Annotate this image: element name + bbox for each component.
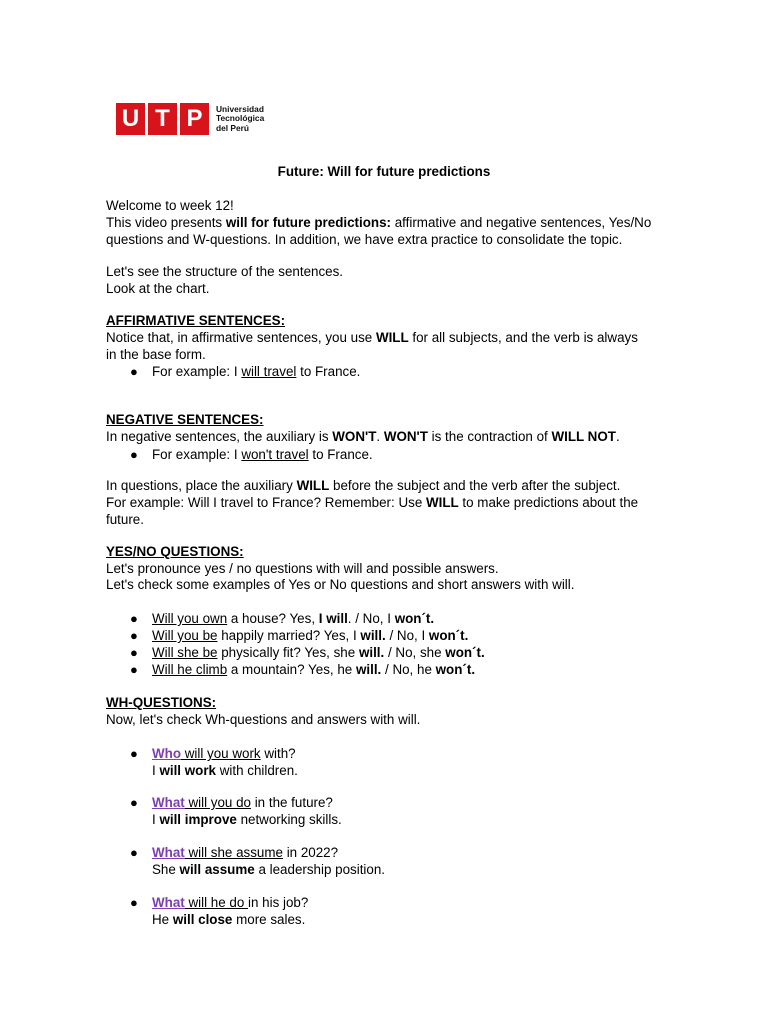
affirmative-line-1: Notice that, in affirmative sentences, you use WILL for all subjects, and the verb is always [106, 330, 638, 345]
bullet: ● [130, 845, 138, 860]
negative-line-1: In negative sentences, the auxiliary is WON'T. WON'T is the contraction of WILL NOT. [106, 429, 620, 444]
intro-line-4: Look at the chart. [106, 281, 210, 296]
wh-question: What will she assume in 2022? [152, 845, 339, 860]
yesno-item: Will he climb a mountain? Yes, he will. / No, he won´t. [152, 662, 476, 677]
intro-line-2: questions and W-questions. In addition, we have extra practice to consolidate the topic. [106, 232, 623, 247]
wh-line-1: Now, let's check Wh-questions and answers with will. [106, 712, 421, 727]
intro-welcome: Welcome to week 12! [106, 198, 234, 213]
questions-line-2: For example: Will I travel to France? Remember: Use WILL to make predictions about the [106, 495, 639, 510]
yesno-item: Will she be physically fit? Yes, she will. / No, she won´t. [152, 645, 485, 660]
yesno-item: Will you own a house? Yes, I will. / No, I won´t. [152, 611, 435, 626]
bullet: ● [130, 447, 138, 462]
negative-example: For example: I won't travel to France. [152, 447, 373, 462]
wh-heading: WH-QUESTIONS: [106, 695, 217, 710]
wh-question: What will you do in the future? [152, 795, 333, 810]
wh-answer: I will work with children. [152, 763, 298, 778]
utp-logo [116, 102, 264, 136]
intro-line-1: This video presents will for future predictions: affirmative and negative sentences, Yes/No [106, 215, 652, 230]
affirmative-example: For example: I will travel to France. [152, 364, 361, 379]
yesno-heading: YES/NO QUESTIONS: [106, 544, 244, 559]
bullet: ● [130, 628, 138, 643]
questions-line-1: In questions, place the auxiliary WILL before the subject and the verb after the subject. [106, 478, 621, 493]
wh-question: What will he do in his job? [152, 895, 309, 910]
affirmative-heading: AFFIRMATIVE SENTENCES: [106, 313, 286, 328]
logo-letter-t: T [148, 103, 177, 135]
intro-line-3: Let's see the structure of the sentences. [106, 264, 344, 279]
bullet: ● [130, 645, 138, 660]
wh-answer: I will improve networking skills. [152, 812, 342, 827]
logo-letter-u: U [116, 103, 145, 135]
wh-answer: He will close more sales. [152, 912, 306, 927]
yesno-item: Will you be happily married? Yes, I will. / No, I won´t. [152, 628, 469, 643]
questions-line-3: future. [106, 512, 144, 527]
negative-heading: NEGATIVE SENTENCES: [106, 412, 264, 427]
logo-letter-p: P [180, 103, 209, 135]
affirmative-line-2: in the base form. [106, 347, 206, 362]
yesno-line-2: Let's check some examples of Yes or No questions and short answers with will. [106, 577, 575, 592]
bullet: ● [130, 364, 138, 379]
page-title: Future: Will for future predictions [277, 164, 491, 179]
bullet: ● [130, 795, 138, 810]
bullet: ● [130, 662, 138, 677]
wh-answer: She will assume a leadership position. [152, 862, 386, 877]
yesno-line-1: Let's pronounce yes / no questions with will and possible answers. [106, 561, 499, 576]
bullet: ● [130, 746, 138, 761]
bullet: ● [130, 895, 138, 910]
logo-university-name: Universidad Tecnológica del Perú [216, 103, 265, 133]
wh-question: Who will you work with? [152, 746, 296, 761]
bullet: ● [130, 611, 138, 626]
